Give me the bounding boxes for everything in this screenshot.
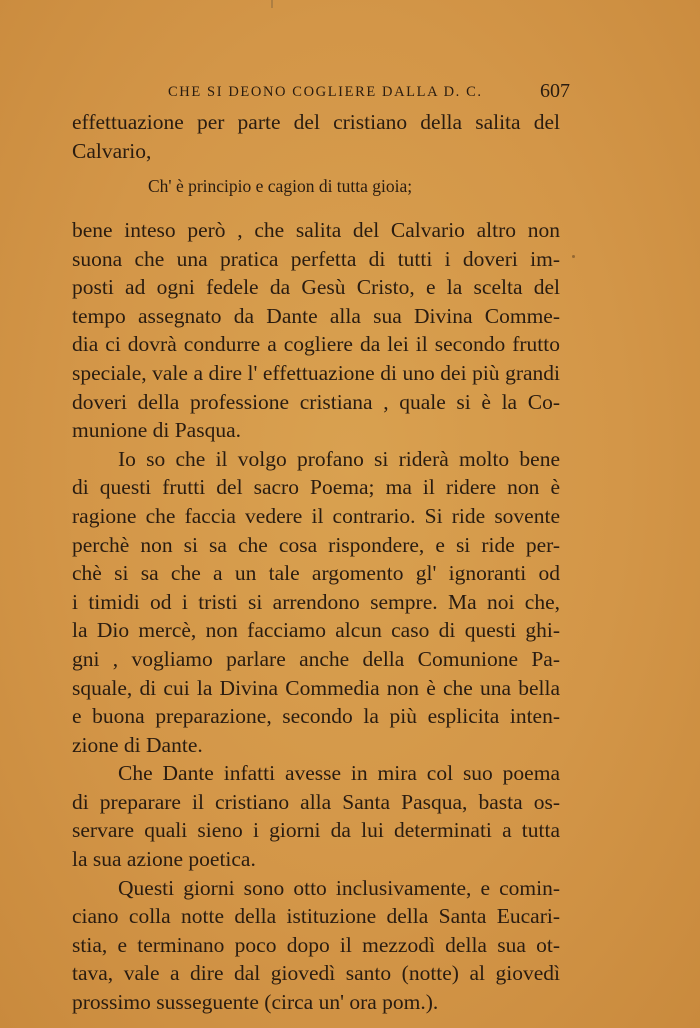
text-line: servare quali sieno i giorni da lui determinati a tutta: [72, 818, 560, 843]
text-line: ciano colla notte della istituzione della Santa Eucari-: [72, 904, 560, 929]
paragraph-continuation: [72, 108, 560, 165]
ink-speck: [572, 255, 575, 258]
text-line: doveri della professione cristiana , quale si è la Co-: [72, 389, 560, 414]
text-line: Questi giorni sono otto inclusivamente, e comin-: [118, 875, 560, 900]
text-line: speciale, vale a dire l' effettuazione di uno dei più grandi: [72, 360, 560, 385]
text-line: Che Dante infatti avesse in mira col suo poema: [118, 761, 560, 786]
text-line: effettuazione per parte del cristiano della salita del: [72, 110, 560, 134]
text-line: munione di Pasqua.: [72, 418, 241, 443]
text-line: squale, di cui la Divina Commedia non è che una bella: [72, 675, 560, 700]
text-line: Io so che il volgo profano si riderà molto bene: [118, 446, 560, 471]
page-number: 607: [540, 80, 570, 102]
text-line: Calvario,: [72, 138, 152, 163]
text-line: la Dio mercè, non facciamo alcun caso di questi ghi-: [72, 618, 560, 643]
text-line: tava, vale a dire dal giovedì santo (notte) al giovedì: [72, 961, 560, 986]
text-line: perchè non si sa che cosa rispondere, e si ride per-: [72, 532, 560, 557]
text-line: e buona preparazione, secondo la più esplicita inten-: [72, 704, 560, 729]
text-line: ragione che faccia vedere il contrario. Si ride sovente: [72, 503, 560, 528]
text-line: suona che una pratica perfetta di tutti i doveri im-: [72, 246, 560, 271]
text-line: zione di Dante.: [72, 732, 203, 757]
verse-quote: Ch' è principio e cagion di tutta gioia;: [148, 176, 413, 196]
running-head: CHE SI DEONO COGLIERE DALLA D. C.: [168, 84, 483, 100]
text-line: stia, e terminano poco dopo il mezzodì della sua ot-: [72, 932, 560, 957]
text-line: gni , vogliamo parlare anche della Comunione Pa-: [72, 646, 560, 671]
text-line: i timidi od i tristi si arrendono sempre. Ma noi che,: [72, 589, 560, 614]
main-text: [72, 216, 560, 1017]
text-line: di preparare il cristiano alla Santa Pasqua, basta os-: [72, 789, 560, 814]
text-line: chè si sa che a un tale argomento gl' ignoranti od: [72, 561, 560, 586]
text-line: di questi frutti del sacro Poema; ma il ridere non è: [72, 475, 560, 500]
text-line: posti ad ogni fedele da Gesù Cristo, e la scelta del: [72, 275, 560, 300]
page-mark: [271, 0, 273, 8]
text-line: la sua azione poetica.: [72, 847, 256, 872]
text-line: prossimo susseguente (circa un' ora pom.).: [72, 990, 439, 1015]
text-line: bene inteso però , che salita del Calvario altro non: [72, 218, 560, 242]
text-line: tempo assegnato da Dante alla sua Divina Comme-: [72, 303, 560, 328]
page-header: [118, 80, 570, 106]
text-line: dia ci dovrà condurre a cogliere da lei il secondo frutto: [72, 332, 560, 357]
